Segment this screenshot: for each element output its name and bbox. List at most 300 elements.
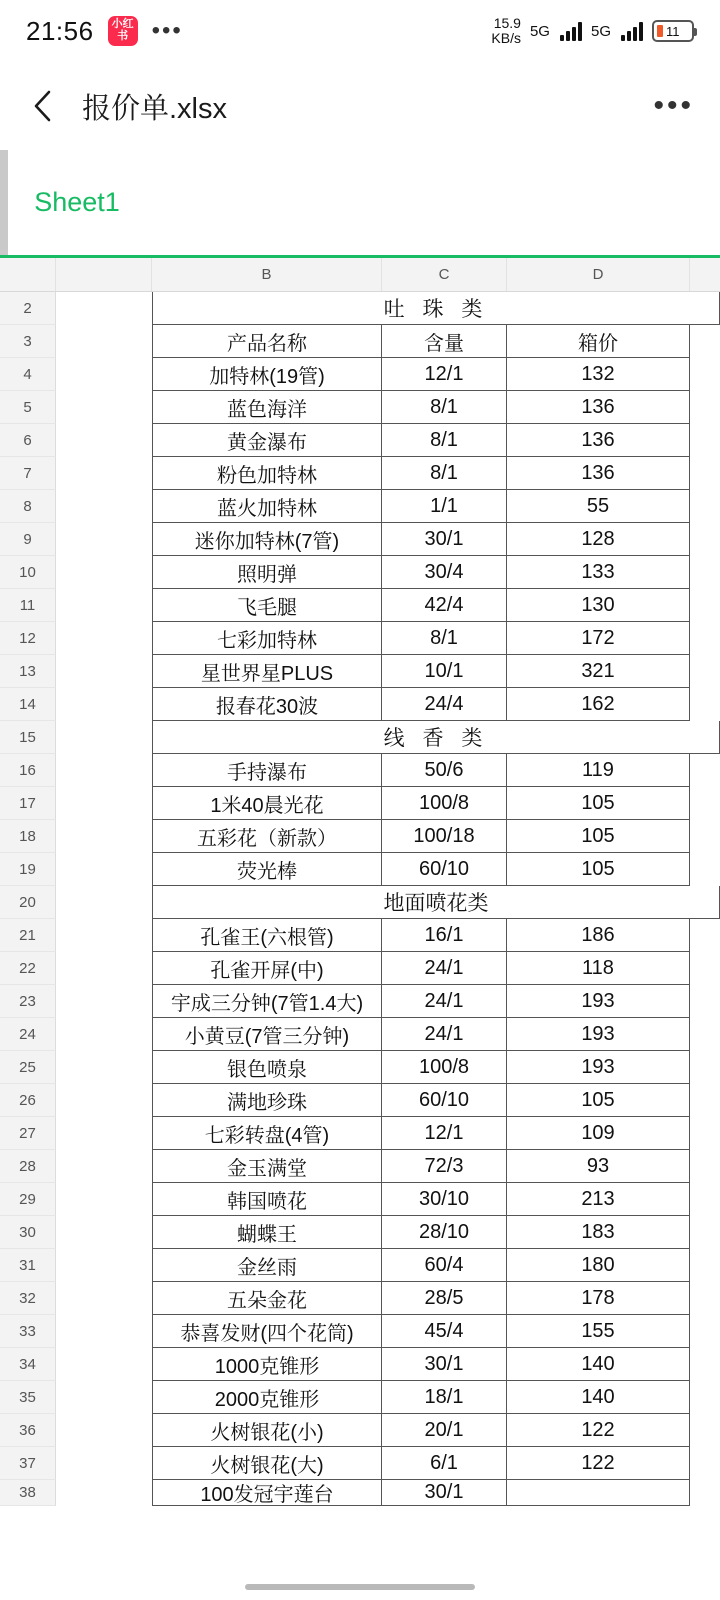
table-row[interactable] (0, 523, 720, 556)
table-row[interactable] (0, 490, 720, 523)
cell-c[interactable]: 24/1 (382, 952, 507, 985)
table-row[interactable] (0, 754, 720, 787)
row-cells (56, 1018, 720, 1051)
cell-empty[interactable] (690, 985, 720, 1018)
cell-d[interactable]: 140 (507, 1381, 690, 1414)
cell-d[interactable]: 213 (507, 1183, 690, 1216)
row-cells (56, 1216, 720, 1249)
cell-d[interactable]: 105 (507, 853, 690, 886)
table-row[interactable] (0, 292, 720, 325)
row-cells (56, 853, 720, 886)
column-header-c[interactable]: C (382, 258, 507, 291)
cell-a[interactable] (56, 952, 152, 985)
cell-c[interactable]: 100/18 (382, 820, 507, 853)
cell-a[interactable] (56, 688, 152, 721)
cell-empty[interactable] (690, 952, 720, 985)
cell-b[interactable]: 蓝火加特林 (152, 490, 382, 523)
row-header[interactable]: 27 (0, 1117, 56, 1150)
cell-a[interactable] (56, 754, 152, 787)
table-row[interactable] (0, 1381, 720, 1414)
row-header[interactable]: 31 (0, 1249, 56, 1282)
cell-b[interactable]: 火树银花(小) (152, 1414, 382, 1447)
cell-b[interactable]: 蓝色海洋 (152, 391, 382, 424)
cell-empty[interactable] (690, 1084, 720, 1117)
cell-c[interactable]: 60/4 (382, 1249, 507, 1282)
row-header[interactable]: 24 (0, 1018, 56, 1051)
cell-b[interactable]: 100发冠宇莲台 (152, 1480, 382, 1506)
row-header[interactable]: 25 (0, 1051, 56, 1084)
cell-empty[interactable] (690, 1117, 720, 1150)
cell-a[interactable] (56, 1018, 152, 1051)
row-header[interactable]: 14 (0, 688, 56, 721)
cell-d[interactable]: 136 (507, 457, 690, 490)
table-row[interactable] (0, 1117, 720, 1150)
row-header[interactable]: 6 (0, 424, 56, 457)
table-row[interactable] (0, 886, 720, 919)
row-cells (56, 292, 720, 325)
cell-a[interactable] (56, 1117, 152, 1150)
cell-c[interactable]: 28/5 (382, 1282, 507, 1315)
cell-d[interactable]: 162 (507, 688, 690, 721)
cell-d[interactable]: 155 (507, 1315, 690, 1348)
table-row[interactable] (0, 1447, 720, 1480)
cell-d[interactable]: 105 (507, 1084, 690, 1117)
cell-d[interactable]: 172 (507, 622, 690, 655)
cell-a[interactable] (56, 292, 152, 325)
table-row[interactable] (0, 1051, 720, 1084)
section-header-cell[interactable]: 地面喷花类 (152, 886, 720, 919)
row-cells (56, 1315, 720, 1348)
cell-c[interactable]: 100/8 (382, 787, 507, 820)
cell-empty[interactable] (690, 457, 720, 490)
cell-b[interactable]: 荧光棒 (152, 853, 382, 886)
cell-d[interactable]: 133 (507, 556, 690, 589)
column-header-d[interactable]: D (507, 258, 690, 291)
app-badge-icon: 小红书 (108, 16, 138, 46)
cell-c[interactable]: 42/4 (382, 589, 507, 622)
cell-b[interactable]: 孔雀王(六根管) (152, 919, 382, 952)
cell-c[interactable]: 1/1 (382, 490, 507, 523)
column-header-b[interactable]: B (152, 258, 382, 291)
cell-b[interactable]: 宇成三分钟(7管1.4大) (152, 985, 382, 1018)
row-cells (56, 1051, 720, 1084)
cell-d[interactable] (507, 1480, 690, 1506)
cell-c[interactable]: 30/1 (382, 1480, 507, 1506)
row-cells (56, 1084, 720, 1117)
row-header[interactable]: 33 (0, 1315, 56, 1348)
cell-b[interactable]: 火树银花(大) (152, 1447, 382, 1480)
row-header[interactable]: 35 (0, 1381, 56, 1414)
cell-a[interactable] (56, 556, 152, 589)
cell-d[interactable]: 321 (507, 655, 690, 688)
table-row[interactable] (0, 721, 720, 754)
cell-d[interactable]: 105 (507, 820, 690, 853)
cell-a[interactable] (56, 424, 152, 457)
row-cells (56, 391, 720, 424)
table-row[interactable] (0, 1282, 720, 1315)
cell-b[interactable]: 蝴蝶王 (152, 1216, 382, 1249)
cell-b[interactable]: 1000克锥形 (152, 1348, 382, 1381)
cell-b[interactable]: 金丝雨 (152, 1249, 382, 1282)
cell-empty[interactable] (690, 490, 720, 523)
spreadsheet-grid[interactable] (0, 292, 720, 1506)
cell-empty[interactable] (690, 523, 720, 556)
sheet-tab-sheet1[interactable]: Sheet1 (8, 150, 146, 255)
cell-a[interactable] (56, 1216, 152, 1249)
cell-a[interactable] (56, 1282, 152, 1315)
cell-a[interactable] (56, 1447, 152, 1480)
cell-a[interactable] (56, 787, 152, 820)
cell-b[interactable]: 迷你加特林(7管) (152, 523, 382, 556)
table-row[interactable] (0, 985, 720, 1018)
cell-d[interactable]: 130 (507, 589, 690, 622)
cell-a[interactable] (56, 1381, 152, 1414)
cell-empty[interactable] (690, 325, 720, 358)
row-cells (56, 556, 720, 589)
cell-b[interactable]: 照明弹 (152, 556, 382, 589)
row-header[interactable]: 32 (0, 1282, 56, 1315)
table-row[interactable] (0, 1018, 720, 1051)
cell-d[interactable]: 122 (507, 1414, 690, 1447)
row-cells (56, 1480, 720, 1506)
cell-d[interactable]: 193 (507, 1051, 690, 1084)
table-row[interactable] (0, 952, 720, 985)
cell-c[interactable]: 30/1 (382, 523, 507, 556)
row-header[interactable]: 20 (0, 886, 56, 919)
cell-b[interactable]: 粉色加特林 (152, 457, 382, 490)
cell-a[interactable] (56, 721, 152, 754)
cell-a[interactable] (56, 523, 152, 556)
row-header[interactable]: 29 (0, 1183, 56, 1216)
row-cells (56, 721, 720, 754)
row-header[interactable]: 26 (0, 1084, 56, 1117)
table-row[interactable] (0, 820, 720, 853)
row-header[interactable]: 2 (0, 292, 56, 325)
cell-empty[interactable] (690, 1216, 720, 1249)
battery-fill (657, 25, 663, 37)
cell-c[interactable]: 6/1 (382, 1447, 507, 1480)
cell-b[interactable]: 手持瀑布 (152, 754, 382, 787)
row-cells (56, 325, 720, 358)
cell-a[interactable] (56, 1183, 152, 1216)
cell-b[interactable]: 飞毛腿 (152, 589, 382, 622)
cell-c[interactable]: 8/1 (382, 391, 507, 424)
table-row[interactable] (0, 1348, 720, 1381)
cell-b[interactable]: 银色喷泉 (152, 1051, 382, 1084)
cell-c[interactable]: 72/3 (382, 1150, 507, 1183)
row-cells (56, 985, 720, 1018)
row-header[interactable]: 3 (0, 325, 56, 358)
cell-c[interactable]: 24/4 (382, 688, 507, 721)
cell-c[interactable]: 8/1 (382, 457, 507, 490)
row-header[interactable]: 12 (0, 622, 56, 655)
cell-a[interactable] (56, 919, 152, 952)
cell-b[interactable]: 满地珍珠 (152, 1084, 382, 1117)
cell-b[interactable]: 恭喜发财(四个花筒) (152, 1315, 382, 1348)
cell-c[interactable]: 100/8 (382, 1051, 507, 1084)
cell-b[interactable]: 七彩加特林 (152, 622, 382, 655)
cell-d[interactable]: 178 (507, 1282, 690, 1315)
row-cells (56, 787, 720, 820)
cell-empty[interactable] (690, 1315, 720, 1348)
row-header[interactable]: 10 (0, 556, 56, 589)
table-row[interactable] (0, 1216, 720, 1249)
row-header[interactable]: 18 (0, 820, 56, 853)
row-cells (56, 622, 720, 655)
cell-d[interactable]: 93 (507, 1150, 690, 1183)
battery-level: 11 (666, 23, 680, 39)
row-header[interactable]: 23 (0, 985, 56, 1018)
sim1-label: 5G (529, 22, 550, 40)
cell-a[interactable] (56, 325, 152, 358)
network-speed-unit: KB/s (491, 30, 521, 46)
cell-a[interactable] (56, 985, 152, 1018)
cell-d[interactable]: 186 (507, 919, 690, 952)
cell-a[interactable] (56, 622, 152, 655)
cell-d[interactable]: 105 (507, 787, 690, 820)
cell-d[interactable]: 109 (507, 1117, 690, 1150)
cell-d[interactable]: 122 (507, 1447, 690, 1480)
row-header[interactable]: 34 (0, 1348, 56, 1381)
table-row[interactable] (0, 1084, 720, 1117)
section-header-cell[interactable]: 吐 珠 类 (152, 292, 720, 325)
cell-a[interactable] (56, 490, 152, 523)
table-row[interactable] (0, 556, 720, 589)
row-header[interactable]: 15 (0, 721, 56, 754)
row-cells (56, 655, 720, 688)
cell-a[interactable] (56, 886, 152, 919)
cell-c[interactable]: 8/1 (382, 622, 507, 655)
table-row[interactable] (0, 1150, 720, 1183)
sim2-label: 5G (590, 22, 611, 40)
row-cells (56, 457, 720, 490)
row-cells (56, 952, 720, 985)
cell-empty[interactable] (690, 1183, 720, 1216)
cell-c[interactable]: 12/1 (382, 358, 507, 391)
cell-d[interactable]: 183 (507, 1216, 690, 1249)
row-header[interactable]: 38 (0, 1480, 56, 1506)
cell-d[interactable]: 132 (507, 358, 690, 391)
cell-empty[interactable] (690, 1414, 720, 1447)
cell-empty[interactable] (690, 1018, 720, 1051)
status-ellipsis-icon: ••• (151, 17, 183, 44)
cell-a[interactable] (56, 1480, 152, 1506)
sheet-tab-strip (0, 150, 720, 258)
cell-empty[interactable] (690, 919, 720, 952)
cell-b[interactable]: 孔雀开屏(中) (152, 952, 382, 985)
cell-a[interactable] (56, 1249, 152, 1282)
cell-empty[interactable] (690, 1480, 720, 1506)
cell-empty[interactable] (690, 820, 720, 853)
cell-empty[interactable] (690, 622, 720, 655)
chevron-left-icon[interactable] (26, 89, 60, 123)
cell-empty[interactable] (690, 1150, 720, 1183)
cell-c[interactable]: 30/1 (382, 1348, 507, 1381)
table-row[interactable] (0, 919, 720, 952)
cell-empty[interactable] (690, 853, 720, 886)
network-speed (491, 16, 521, 45)
cell-empty[interactable] (690, 1282, 720, 1315)
section-header-cell[interactable]: 线 香 类 (152, 721, 720, 754)
cell-a[interactable] (56, 853, 152, 886)
cell-a[interactable] (56, 820, 152, 853)
cell-b[interactable]: 七彩转盘(4管) (152, 1117, 382, 1150)
table-row[interactable] (0, 1414, 720, 1447)
cell-a[interactable] (56, 457, 152, 490)
cell-a[interactable] (56, 655, 152, 688)
cell-a[interactable] (56, 391, 152, 424)
table-row[interactable] (0, 1315, 720, 1348)
table-row[interactable] (0, 457, 720, 490)
cell-a[interactable] (56, 589, 152, 622)
row-header[interactable]: 8 (0, 490, 56, 523)
cell-empty[interactable] (690, 1348, 720, 1381)
status-bar (0, 0, 720, 62)
table-row[interactable] (0, 853, 720, 886)
cell-empty[interactable] (690, 391, 720, 424)
cell-empty[interactable] (690, 754, 720, 787)
cell-b[interactable]: 五彩花（新款） (152, 820, 382, 853)
cell-c[interactable]: 18/1 (382, 1381, 507, 1414)
cell-b[interactable]: 黄金瀑布 (152, 424, 382, 457)
cell-empty[interactable] (690, 1051, 720, 1084)
cell-empty[interactable] (690, 358, 720, 391)
cell-d[interactable]: 箱价 (507, 325, 690, 358)
status-bar-right (491, 16, 694, 45)
corner-cell[interactable] (0, 258, 56, 291)
table-row[interactable] (0, 1480, 720, 1506)
cell-a[interactable] (56, 358, 152, 391)
cell-c[interactable]: 60/10 (382, 1084, 507, 1117)
cell-c[interactable]: 50/6 (382, 754, 507, 787)
signal-bars-icon-2 (621, 21, 643, 41)
row-cells (56, 1348, 720, 1381)
cell-d[interactable]: 193 (507, 1018, 690, 1051)
cell-c[interactable]: 30/10 (382, 1183, 507, 1216)
cell-d[interactable]: 136 (507, 391, 690, 424)
row-header[interactable]: 36 (0, 1414, 56, 1447)
cell-b[interactable]: 五朵金花 (152, 1282, 382, 1315)
column-header-a[interactable] (56, 258, 152, 291)
row-header[interactable]: 9 (0, 523, 56, 556)
cell-empty[interactable] (690, 1447, 720, 1480)
cell-b[interactable]: 1米40晨光花 (152, 787, 382, 820)
table-row[interactable] (0, 391, 720, 424)
row-header[interactable]: 7 (0, 457, 56, 490)
cell-c[interactable]: 含量 (382, 325, 507, 358)
row-cells (56, 1414, 720, 1447)
table-row[interactable] (0, 655, 720, 688)
table-row[interactable] (0, 787, 720, 820)
cell-b[interactable]: 加特林(19管) (152, 358, 382, 391)
cell-a[interactable] (56, 1348, 152, 1381)
cell-empty[interactable] (690, 1381, 720, 1414)
cell-d[interactable]: 180 (507, 1249, 690, 1282)
row-header[interactable]: 22 (0, 952, 56, 985)
table-row[interactable] (0, 688, 720, 721)
cell-c[interactable]: 24/1 (382, 985, 507, 1018)
cell-b[interactable]: 韩国喷花 (152, 1183, 382, 1216)
table-row[interactable] (0, 358, 720, 391)
row-cells (56, 1282, 720, 1315)
cell-a[interactable] (56, 1315, 152, 1348)
cell-a[interactable] (56, 1414, 152, 1447)
cell-b[interactable]: 2000克锥形 (152, 1381, 382, 1414)
signal-bars-icon-1 (560, 21, 582, 41)
cell-a[interactable] (56, 1150, 152, 1183)
cell-a[interactable] (56, 1084, 152, 1117)
table-row[interactable] (0, 325, 720, 358)
cell-c[interactable]: 20/1 (382, 1414, 507, 1447)
cell-c[interactable]: 60/10 (382, 853, 507, 886)
cell-d[interactable]: 128 (507, 523, 690, 556)
table-row[interactable] (0, 589, 720, 622)
cell-c[interactable]: 24/1 (382, 1018, 507, 1051)
cell-c[interactable]: 16/1 (382, 919, 507, 952)
tab-strip-left-bar (0, 150, 8, 255)
cell-d[interactable]: 55 (507, 490, 690, 523)
cell-d[interactable]: 119 (507, 754, 690, 787)
row-header[interactable]: 17 (0, 787, 56, 820)
row-header[interactable]: 19 (0, 853, 56, 886)
cell-empty[interactable] (690, 688, 720, 721)
cell-d[interactable]: 193 (507, 985, 690, 1018)
row-header[interactable]: 11 (0, 589, 56, 622)
cell-b[interactable]: 小黄豆(7管三分钟) (152, 1018, 382, 1051)
row-header[interactable]: 21 (0, 919, 56, 952)
table-row[interactable] (0, 1183, 720, 1216)
cell-c[interactable]: 45/4 (382, 1315, 507, 1348)
table-row[interactable] (0, 424, 720, 457)
cell-c[interactable]: 30/4 (382, 556, 507, 589)
cell-empty[interactable] (690, 787, 720, 820)
table-row[interactable] (0, 622, 720, 655)
row-cells (56, 1183, 720, 1216)
row-header[interactable]: 5 (0, 391, 56, 424)
cell-d[interactable]: 118 (507, 952, 690, 985)
row-header[interactable]: 37 (0, 1447, 56, 1480)
more-options-icon[interactable]: ••• (653, 89, 694, 122)
home-indicator[interactable] (245, 1584, 475, 1590)
cell-b[interactable]: 产品名称 (152, 325, 382, 358)
cell-c[interactable]: 28/10 (382, 1216, 507, 1249)
row-cells (56, 919, 720, 952)
document-title: 报价单.xlsx (82, 92, 228, 125)
cell-empty[interactable] (690, 589, 720, 622)
cell-b[interactable]: 报春花30波 (152, 688, 382, 721)
row-header[interactable]: 4 (0, 358, 56, 391)
cell-c[interactable]: 12/1 (382, 1117, 507, 1150)
cell-b[interactable]: 星世界星PLUS (152, 655, 382, 688)
cell-a[interactable] (56, 1051, 152, 1084)
cell-d[interactable]: 136 (507, 424, 690, 457)
cell-empty[interactable] (690, 1249, 720, 1282)
cell-b[interactable]: 金玉满堂 (152, 1150, 382, 1183)
cell-empty[interactable] (690, 424, 720, 457)
cell-c[interactable]: 8/1 (382, 424, 507, 457)
battery-icon (652, 20, 694, 42)
cell-empty[interactable] (690, 655, 720, 688)
cell-empty[interactable] (690, 556, 720, 589)
cell-c[interactable]: 10/1 (382, 655, 507, 688)
row-header[interactable]: 16 (0, 754, 56, 787)
row-header[interactable]: 13 (0, 655, 56, 688)
cell-d[interactable]: 140 (507, 1348, 690, 1381)
row-header[interactable]: 28 (0, 1150, 56, 1183)
table-row[interactable] (0, 1249, 720, 1282)
status-bar-left (26, 16, 183, 47)
row-header[interactable]: 30 (0, 1216, 56, 1249)
